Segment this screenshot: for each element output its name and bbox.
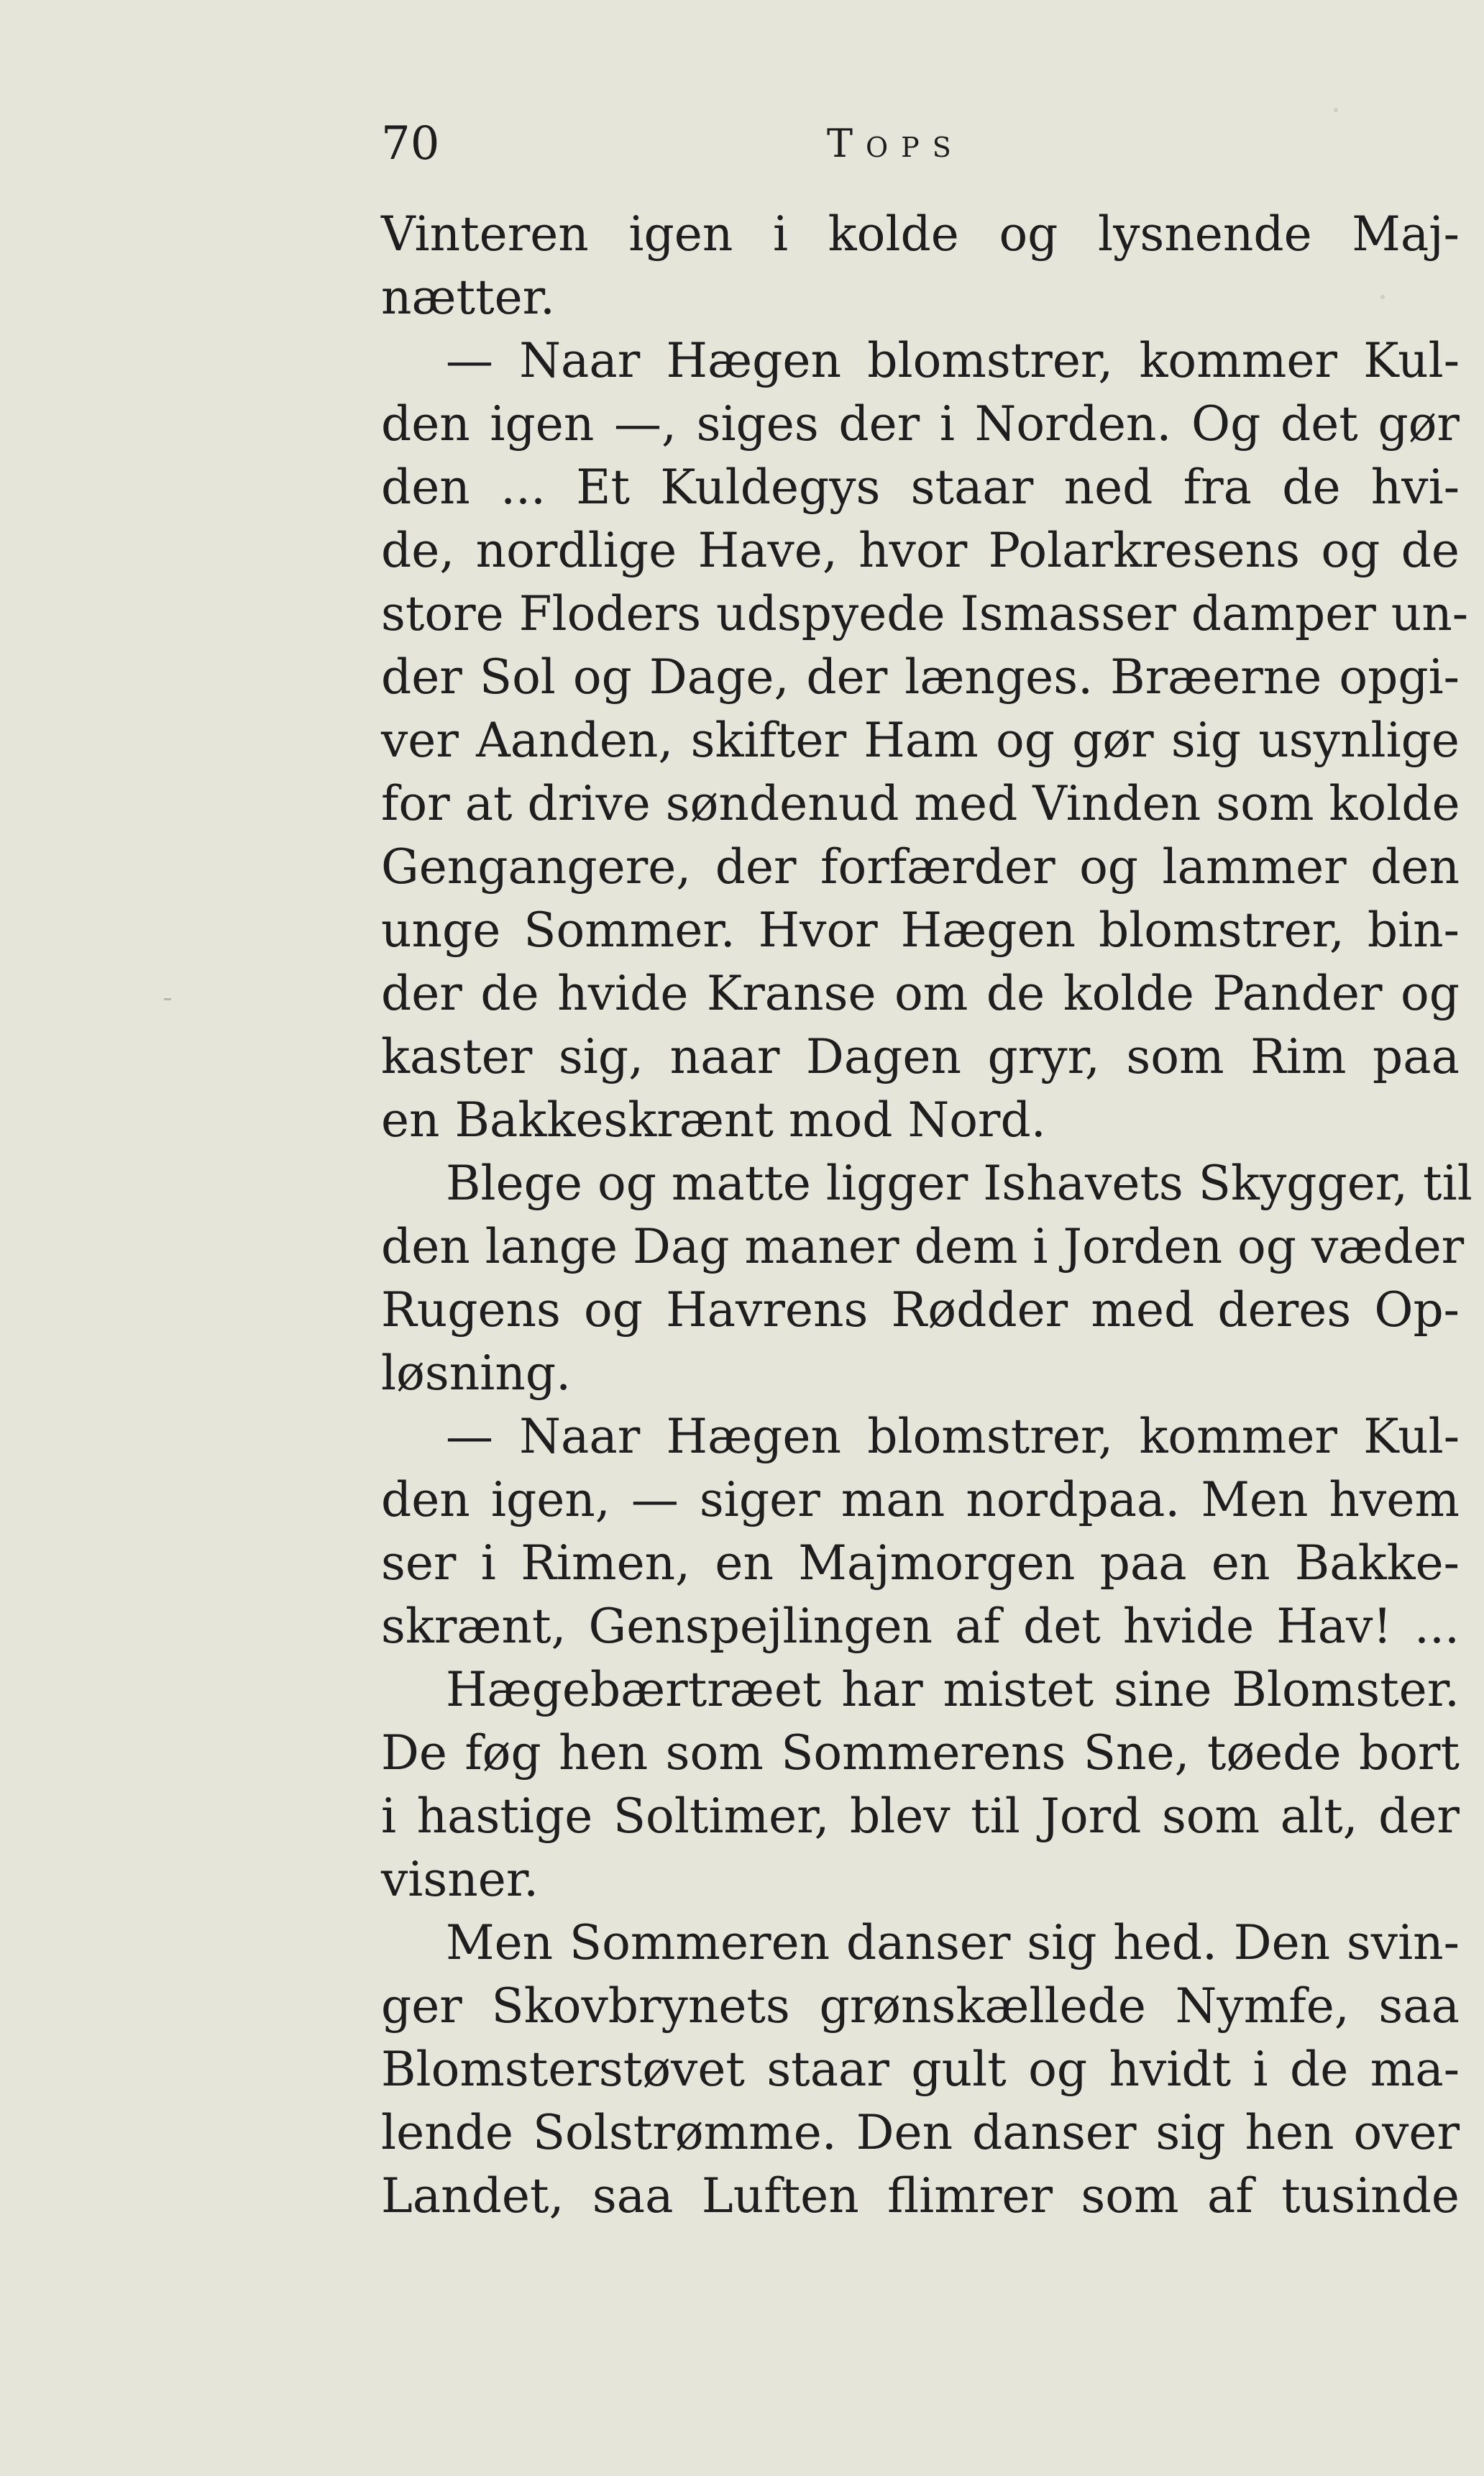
text-line: nætter. xyxy=(381,270,555,325)
text-line: kaster sig, naar Dagen gryr, som Rim paa xyxy=(381,1029,1460,1084)
text-line: den ... Et Kuldegys staar ned fra de hvi- xyxy=(381,460,1460,515)
text-line: Landet, saa Luften flimrer som af tusinde xyxy=(381,2168,1460,2224)
text-line: den igen, — siger man nordpaa. Men hvem xyxy=(381,1472,1460,1527)
paper-speck xyxy=(1334,108,1338,112)
text-line: løsning. xyxy=(381,1346,572,1401)
text-line: store Floders udspyede Ismasser damper un- xyxy=(381,586,1469,641)
text-line: Blege og matte ligger Ishavets Skygger, til xyxy=(446,1156,1472,1211)
text-line: Hægebærtræet har mistet sine Blomster. xyxy=(446,1662,1460,1717)
text-line: Vinteren igen i kolde og lysnende Maj- xyxy=(381,206,1460,262)
page-number: 70 xyxy=(381,117,440,170)
text-line: visner. xyxy=(381,1852,539,1907)
body-text xyxy=(381,203,1472,2228)
text-line: i hastige Soltimer, blev til Jord som alt, der xyxy=(381,1789,1460,1844)
text-line: — Naar Hægen blomstrer, kommer Kul- xyxy=(446,333,1460,388)
text-line: ser i Rimen, en Majmorgen paa en Bakke- xyxy=(381,1535,1460,1591)
text-line: — Naar Hægen blomstrer, kommer Kul- xyxy=(446,1409,1460,1464)
text-line: Gengangere, der forfærder og lammer den xyxy=(381,839,1460,895)
text-line: Rugens og Havrens Rødder med deres Op- xyxy=(381,1282,1460,1338)
text-line: lende Solstrømme. Den danser sig hen over xyxy=(381,2105,1460,2160)
text-line: en Bakkeskrænt mod Nord. xyxy=(381,1092,1046,1148)
text-line: ger Skovbrynets grønskællede Nymfe, saa xyxy=(381,1978,1460,2034)
running-title: Tops xyxy=(827,121,964,166)
text-line: Men Sommeren danser sig hed. Den svin- xyxy=(446,1915,1460,1970)
text-line: Blomsterstøvet staar gult og hvidt i de ma- xyxy=(381,2042,1460,2097)
text-line: der de hvide Kranse om de kolde Pander og xyxy=(381,966,1460,1021)
text-line: ver Aanden, skifter Ham og gør sig usynlige xyxy=(381,713,1460,768)
text-line: den igen —, siges der i Norden. Og det gør xyxy=(381,396,1460,452)
page-header xyxy=(381,115,1460,173)
paper-speck xyxy=(1380,295,1385,299)
text-line: der Sol og Dage, der længes. Bræerne opgi- xyxy=(381,649,1460,705)
text-line: den lange Dag maner dem i Jorden og væder xyxy=(381,1219,1465,1274)
text-line: unge Sommer. Hvor Hægen blomstrer, bin- xyxy=(381,903,1460,958)
text-line: De føg hen som Sommerens Sne, tøede bort xyxy=(381,1725,1460,1781)
text-line: for at drive søndenud med Vinden som kolde xyxy=(381,776,1460,831)
margin-mark xyxy=(164,998,171,1000)
text-line: skrænt, Genspejlingen af det hvide Hav! ... xyxy=(381,1599,1460,1654)
text-line: de, nordlige Have, hvor Polarkresens og de xyxy=(381,523,1460,578)
